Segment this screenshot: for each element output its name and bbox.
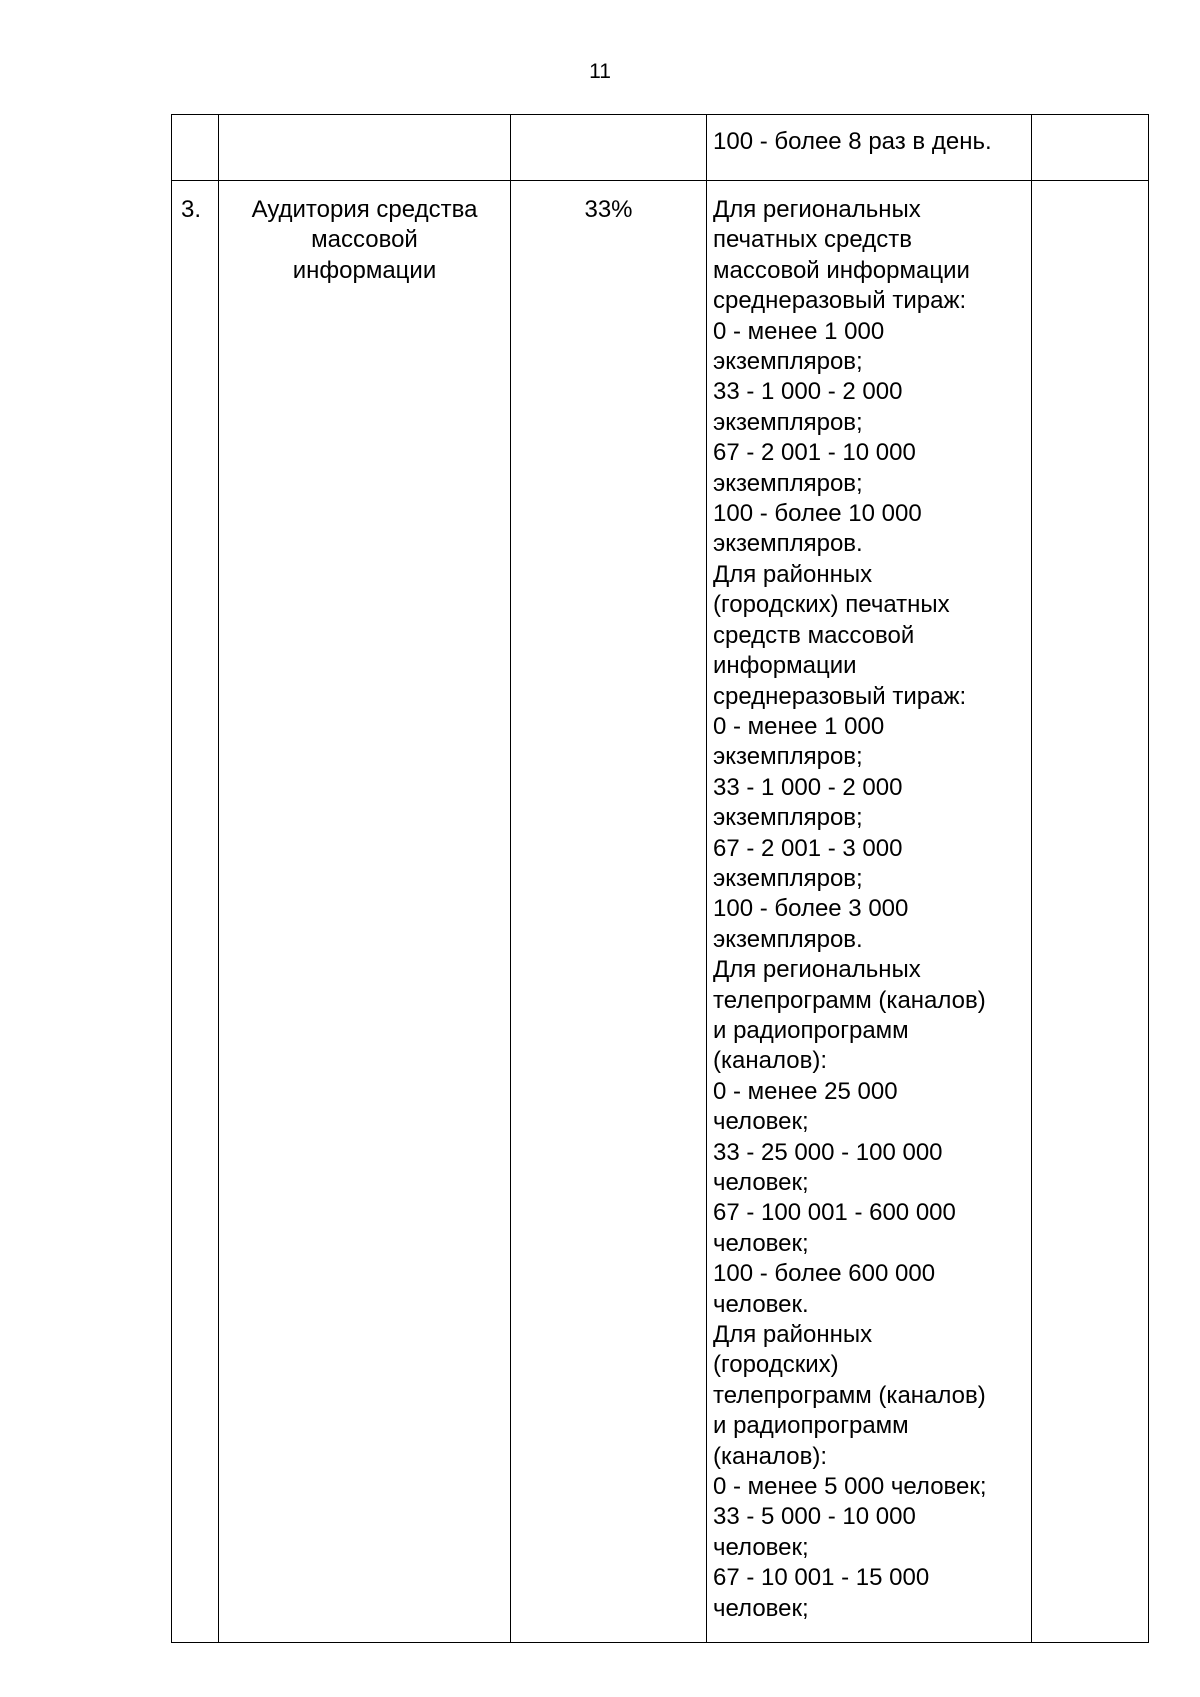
- cell-criteria: [707, 115, 1032, 181]
- criteria-line: экземпляров;: [713, 743, 863, 771]
- criteria-line: человек;: [713, 1108, 809, 1136]
- criteria-line: 0 - менее 25 000: [713, 1077, 898, 1105]
- criteria-line: экземпляров.: [713, 925, 863, 953]
- criteria-line: экземпляров;: [713, 348, 863, 376]
- criteria-line: экземпляров.: [713, 530, 863, 558]
- criteria-line: 33 - 5 000 - 10 000: [713, 1503, 916, 1531]
- criteria-line: человек;: [713, 1229, 809, 1257]
- criteria-line: информации: [713, 652, 857, 680]
- cell-weight: 33%: [511, 181, 707, 1643]
- criteria-line: (городских) печатных: [713, 591, 950, 619]
- criteria-line: средств массовой: [713, 621, 915, 649]
- criteria-line: 67 - 2 001 - 10 000: [713, 439, 916, 467]
- criteria-line: 0 - менее 1 000: [713, 712, 885, 740]
- table-row-3: [172, 181, 1149, 1643]
- cell-number: [172, 115, 219, 181]
- criteria-line: 33 - 1 000 - 2 000: [713, 773, 903, 801]
- criteria-line: 33 - 25 000 - 100 000: [713, 1138, 943, 1166]
- criteria-line: 100 - более 600 000: [713, 1260, 936, 1288]
- criteria-line: человек;: [713, 1594, 809, 1622]
- criteria-line: экземпляров;: [713, 469, 863, 497]
- cell-number: 3.: [172, 181, 219, 1643]
- criteria-line: человек;: [713, 1533, 809, 1561]
- criteria-line: 67 - 2 001 - 3 000: [713, 834, 903, 862]
- name-line: информации: [292, 256, 437, 284]
- page-number: 11: [589, 60, 611, 83]
- criteria-line: 100 - более 3 000: [713, 895, 909, 923]
- criteria-line: Для районных: [713, 560, 873, 588]
- criteria-line: человек.: [713, 1290, 809, 1318]
- criteria-line: и радиопрограмм: [713, 1016, 909, 1044]
- cell-weight: [511, 115, 707, 181]
- criteria-line: (каналов):: [713, 1047, 827, 1075]
- cell-note: [1032, 115, 1149, 181]
- cell-name: [219, 115, 511, 181]
- criteria-table: [171, 114, 1149, 1643]
- criteria-line: 67 - 10 001 - 15 000: [713, 1564, 930, 1592]
- criteria-line: 0 - менее 5 000 человек;: [713, 1473, 987, 1501]
- criteria-line: Для районных: [713, 1321, 873, 1349]
- criteria-line: 100 - более 10 000: [713, 500, 922, 528]
- criteria-line: телепрограмм (каналов): [713, 1381, 986, 1409]
- criteria-text: 100 - более 8 раз в день.: [713, 128, 992, 155]
- name-line: массовой: [311, 226, 418, 254]
- criteria-line: Для региональных: [713, 956, 921, 984]
- cell-name: [219, 181, 511, 1643]
- name-line: Аудитория средства: [251, 196, 478, 223]
- criteria-line: и радиопрограмм: [713, 1412, 909, 1440]
- criteria-line: телепрограмм (каналов): [713, 986, 986, 1014]
- table-row-continued: [172, 115, 1149, 181]
- criteria-line: 67 - 100 001 - 600 000: [713, 1199, 956, 1227]
- criteria-line: человек;: [713, 1169, 809, 1196]
- criteria-line: среднеразовый тираж:: [713, 682, 967, 710]
- criteria-line: Для региональных: [713, 196, 921, 223]
- criteria-line: экземпляров;: [713, 408, 863, 436]
- criteria-line: печатных средств: [713, 226, 912, 254]
- cell-criteria: [707, 181, 1032, 1643]
- criteria-line: 33 - 1 000 - 2 000: [713, 378, 903, 406]
- criteria-line: массовой информации: [713, 256, 970, 284]
- criteria-line: среднеразовый тираж:: [713, 287, 967, 315]
- cell-note: [1032, 181, 1149, 1643]
- criteria-line: 0 - менее 1 000: [713, 317, 885, 345]
- criteria-line: экземпляров;: [713, 864, 863, 892]
- criteria-line: (каналов):: [713, 1442, 827, 1470]
- criteria-line: (городских): [713, 1351, 839, 1379]
- criteria-line: экземпляров;: [713, 804, 863, 832]
